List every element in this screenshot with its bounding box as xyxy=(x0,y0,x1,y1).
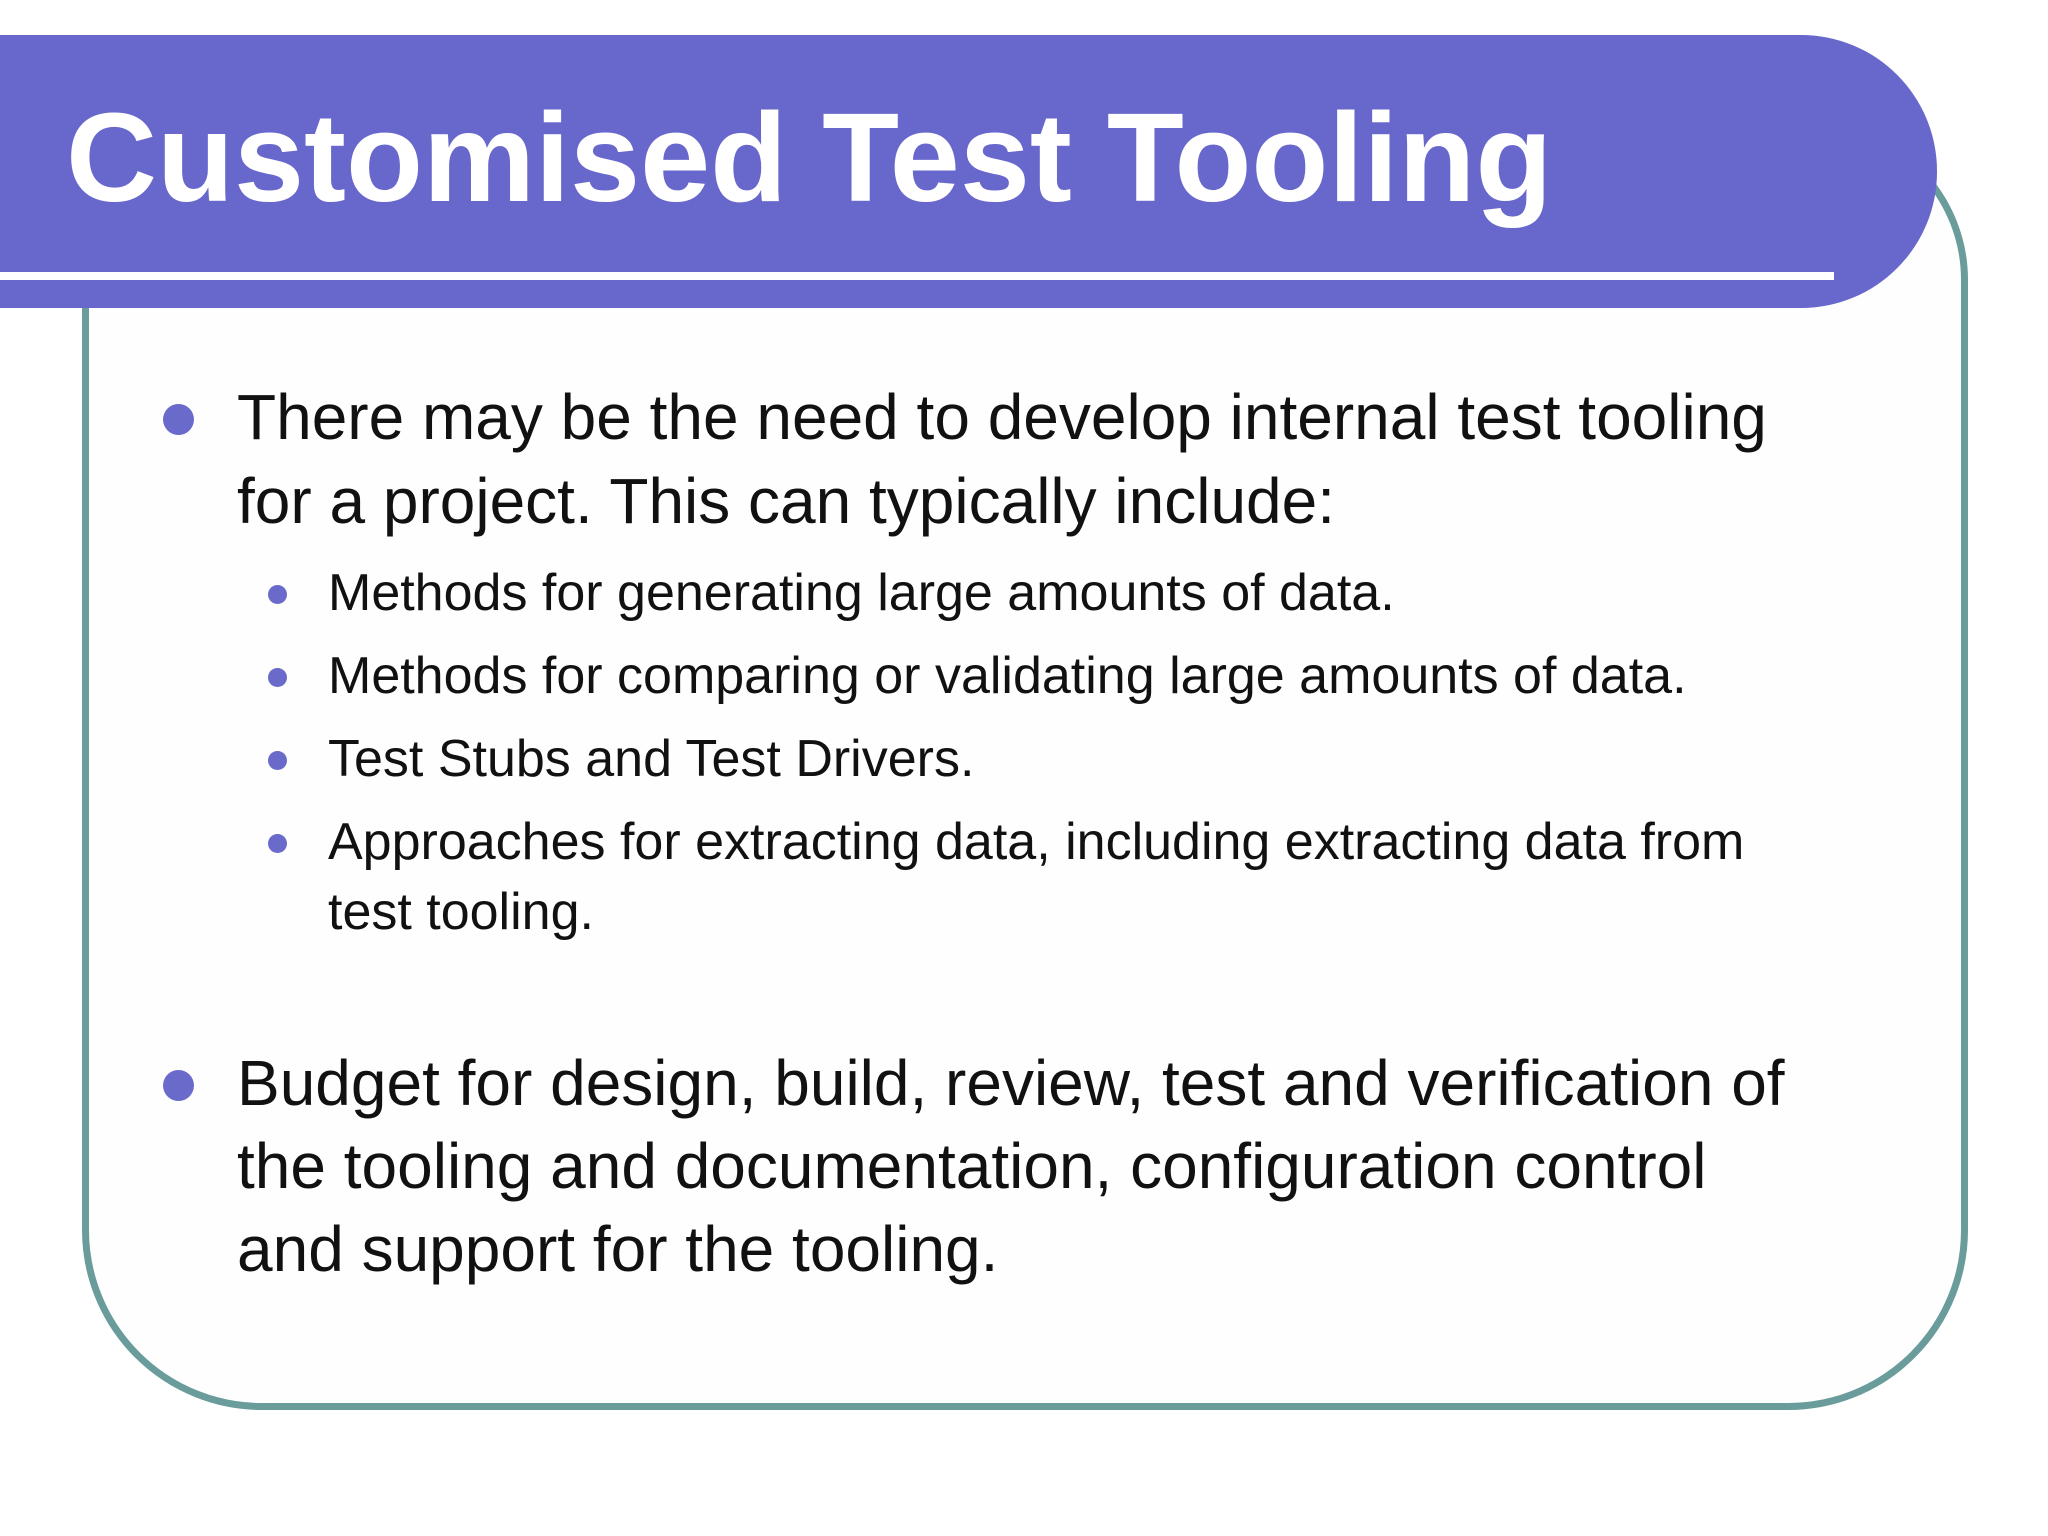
bullet-1-line-1: There may be the need to develop internal test tooling xyxy=(237,381,1767,453)
sub-bullet-dot xyxy=(268,585,287,604)
sub-bullet-dot xyxy=(268,834,287,853)
bullet-1-line-2: for a project. This can typically include: xyxy=(237,465,1335,537)
bullet-dot xyxy=(163,404,194,435)
sub-bullet-1: Methods for generating large amounts of data. xyxy=(328,564,1395,622)
bullet-2-line-3: and support for the tooling. xyxy=(237,1213,999,1285)
title-underline xyxy=(0,272,1834,280)
bullet-2-line-2: the tooling and documentation, configuration control xyxy=(237,1130,1707,1202)
sub-bullet-3: Test Stubs and Test Drivers. xyxy=(328,730,975,788)
sub-bullet-4-line-1: Approaches for extracting data, including extracting data from xyxy=(328,813,1745,871)
sub-bullet-4-line-2: test tooling. xyxy=(328,883,594,941)
bullet-dot xyxy=(163,1070,194,1101)
sub-bullet-dot xyxy=(268,668,287,687)
slide-title: Customised Test Tooling xyxy=(66,87,1553,228)
sub-bullet-dot xyxy=(268,751,287,770)
bullet-2-line-1: Budget for design, build, review, test and verification of xyxy=(237,1047,1785,1119)
sub-bullet-2: Methods for comparing or validating large amounts of data. xyxy=(328,647,1687,705)
